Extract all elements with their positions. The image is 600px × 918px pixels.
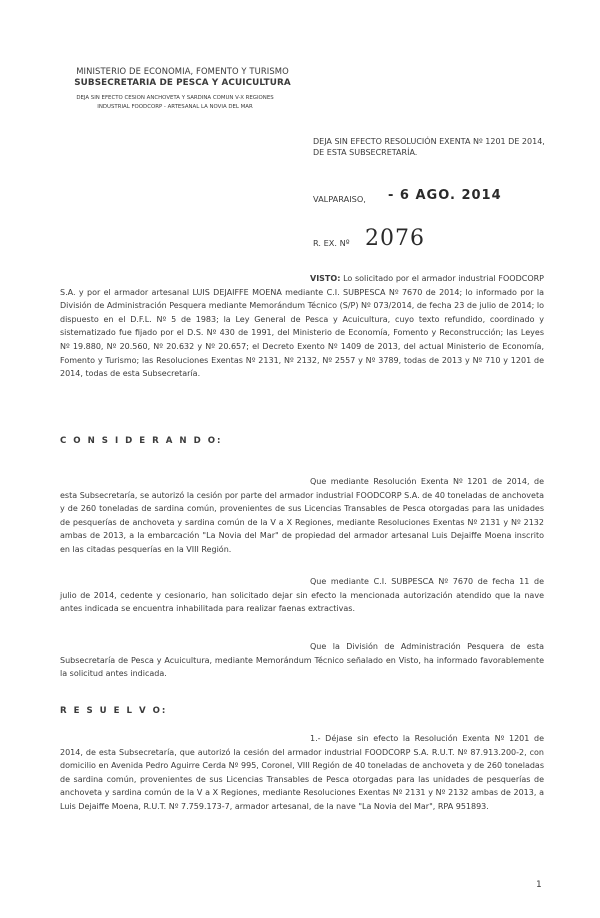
considerando-heading: C O N S I D E R A N D O:	[60, 436, 223, 446]
visto-text: Lo solicitado por el armador industrial FOODCORP S.A. y por el armador artesanal LUIS DEJAIFFE MOENA mediante C.I. SUBPESCA Nº 7670 de 2014; lo informado por la División de Administración Pesquera mediante Memorándum Técnico (S/P) Nº 073/2014, de fecha 23 de julio de 2014; lo dispuesto en el D.F.L. Nº 5 de 1983; la Ley General de Pesca y Acuicultura, cuyo texto refundido, coordinado y sistematizado fue fijado por el D.S. Nº 430 de 1991, del Ministerio de Economía, Fomento y Reconstrucción; las Leyes Nº 19.880, Nº 20.560, Nº 20.632 y Nº 20.657; el Decreto Exento Nº 1409 de 2013, del actual Ministerio de Economía, Fomento y Turismo; las Resoluciones Exentas Nº 2131, Nº 2132, Nº 2557 y Nº 3789, todas de 2013 y Nº 710 y 1201 de 2014, todas de esta Subsecretaría.	[60, 274, 545, 379]
ministry-name: MINISTERIO DE ECONOMIA, FOMENTO Y TURISMO	[76, 66, 289, 76]
considerando-paragraph-1: Que mediante Resolución Exenta Nº 1201 de 2014, de esta Subsecretaría, se autorizó la cesión por parte del armador industrial FOODCORP S.A. de 40 toneladas de anchoveta y de 260 toneladas de sardina común, provenientes de sus Licencias Transables de Pesca otorgadas para las unidades de pesquerías de anchoveta y sardina común de la V a X Regiones, mediante Resoluciones Exentas Nº 2131 y Nº 2132 ambas de 2013, a la embarcación "La Novia del Mar" de propiedad del armador artesanal Luis Dejaiffe Moena inscrito en las citadas pesquerías en la VIII Región.	[60, 477, 544, 554]
document-date: - 6 AGO. 2014	[388, 188, 502, 203]
visto-paragraph	[60, 272, 544, 381]
page-number: 1	[536, 880, 542, 890]
reference-line-2: INDUSTRIAL FOODCORP - ARTESANAL LA NOVIA DEL MAR	[97, 104, 253, 110]
document-subject: DEJA SIN EFECTO RESOLUCIÓN EXENTA Nº 1201 DE 2014, DE ESTA SUBSECRETARÍA.	[313, 137, 545, 157]
place-label: VALPARAISO,	[313, 194, 366, 204]
visto-label: VISTO:	[310, 274, 341, 283]
resuelvo-heading: R E S U E L V O:	[60, 706, 168, 716]
resuelvo-paragraph-1: 1.- Déjase sin efecto la Resolución Exenta Nº 1201 de 2014, de esta Subsecretaría, que autorizó la cesión del armador industrial FOODCORP S.A. R.U.T. Nº 87.913.200-2, con domicilio en Avenida Pedro Aguirre Cerda Nº 995, Coronel, VIII Región de 40 toneladas de anchoveta y de 260 toneladas de sardina común, provenientes de sus Licencias Transables de Pesca otorgadas para las unidades de pesquerías de anchoveta y sardina común de la V a X Regiones, mediante Resoluciones Exentas Nº 2131 y Nº 2132 ambas de 2013, a Luis Dejaiffe Moena, R.U.T. Nº 7.759.173-7, armador artesanal, de la nave "La Novia del Mar", RPA 951893.	[60, 734, 544, 811]
resolution-number: 2076	[365, 226, 425, 251]
considerando-paragraph-3: Que la División de Administración Pesquera de esta Subsecretaría de Pesca y Acuicultura, mediante Memorándum Técnico señalado en Visto, ha informado favorablemente la solicitud antes indicada.	[60, 642, 544, 679]
resolution-label: R. EX. Nº	[313, 238, 350, 248]
considerando-paragraph-2: Que mediante C.I. SUBPESCA Nº 7670 de fecha 11 de julio de 2014, cedente y cesionario, han solicitado dejar sin efecto la mencionada autorización atendido que la nave antes indicada se encuentra inhabilitada para realizar faenas extractivas.	[60, 577, 544, 614]
reference-line-1: DEJA SIN EFECTO CESION ANCHOVETA Y SARDINA COMUN V-X REGIONES	[76, 95, 274, 101]
undersecretariat-name: SUBSECRETARIA DE PESCA Y ACUICULTURA	[74, 78, 291, 88]
